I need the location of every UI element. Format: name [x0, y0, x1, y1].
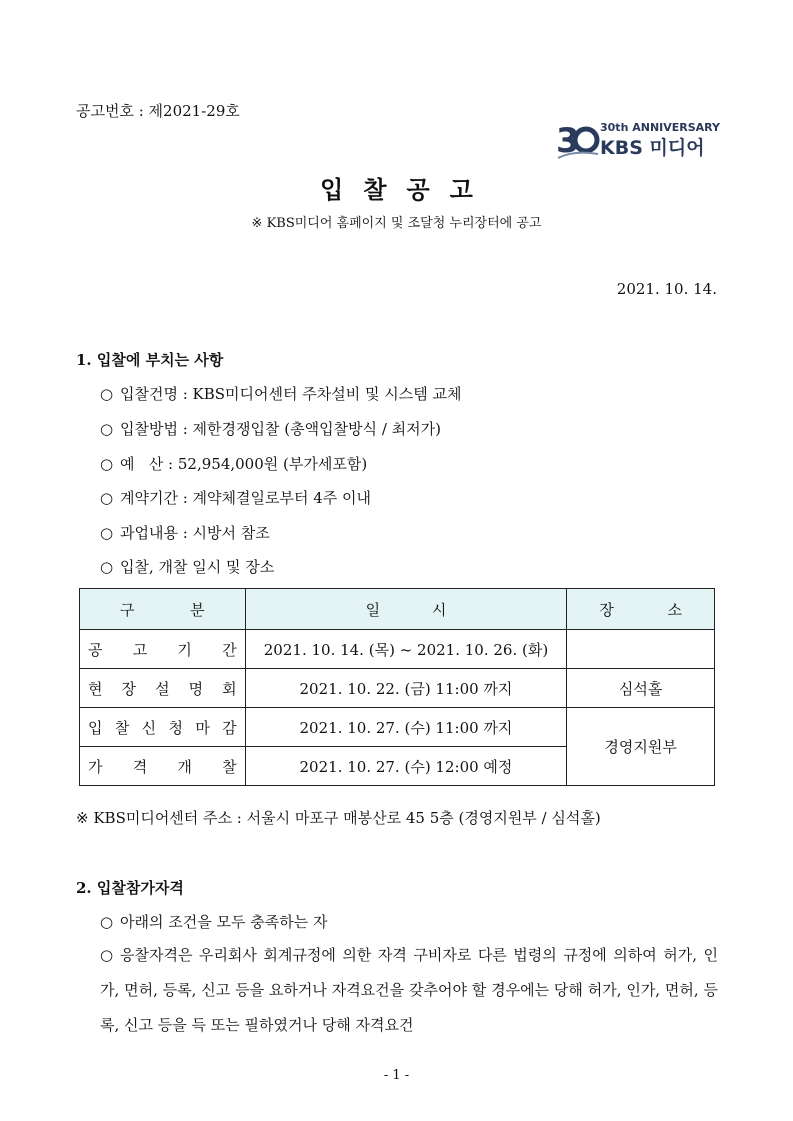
page-number: - 1 -: [383, 1068, 410, 1083]
table-header-row: [80, 589, 715, 630]
header-text: 일: [365, 600, 381, 619]
item-text: 입찰방법 : 제한경쟁입찰 (총액입찰방식 / 최저가): [120, 420, 441, 438]
header-place: [567, 589, 715, 630]
header-text: 소: [667, 600, 682, 619]
bullet-icon: ○: [100, 946, 114, 964]
row-datetime: 2021. 10. 14. (목) ~ 2021. 10. 26. (화): [245, 630, 567, 669]
bullet-icon: ○: [100, 558, 114, 576]
svg-text:3: 3: [556, 121, 580, 160]
logo-brand-text: KBS 미디어: [600, 137, 705, 159]
row-datetime: 2021. 10. 27. (수) 12:00 예정: [245, 747, 567, 786]
notice-number: 공고번호 : 제2021-29호: [76, 102, 240, 120]
header-text: 구: [120, 600, 135, 619]
page-title: 입찰공고: [320, 175, 493, 204]
list-item: [100, 522, 270, 543]
spaced-cell: 공 고 기 간: [88, 640, 237, 659]
item-text: 입찰건명 : KBS미디어센터 주차설비 및 시스템 교체: [120, 385, 462, 403]
spaced-cell: 입 찰 신 청 마 감: [88, 718, 237, 737]
item-text: 입찰, 개찰 일시 및 장소: [120, 558, 275, 576]
row-label: [80, 669, 246, 708]
list-item: [100, 418, 441, 439]
row-place: 경영지원부: [567, 708, 715, 786]
bullet-icon: ○: [100, 455, 114, 473]
qualification-paragraph: [100, 938, 718, 1043]
page-subtitle: ※ KBS미디어 홈페이지 및 조달청 누리장터에 공고: [251, 216, 542, 231]
item-text: 아래의 조건을 모두 충족하는 자: [120, 913, 328, 931]
bullet-icon: ○: [100, 913, 114, 931]
row-datetime: 2021. 10. 27. (수) 11:00 까지: [245, 708, 567, 747]
header-text: 시: [431, 600, 447, 619]
row-label: [80, 708, 246, 747]
list-item: [100, 383, 461, 404]
row-place: [567, 630, 715, 669]
table-row: [80, 669, 715, 708]
list-item: [100, 487, 371, 508]
list-item: [100, 911, 327, 932]
spaced-cell: 가 격 개 찰: [88, 757, 237, 776]
header-category: [80, 589, 246, 630]
notice-date: 2021. 10. 14.: [616, 280, 717, 298]
item-text: 과업내용 : 시방서 참조: [120, 524, 270, 542]
header-text: 장: [599, 600, 614, 619]
header-datetime: [245, 589, 567, 630]
item-text: 계약기간 : 계약체결일로부터 4주 이내: [120, 489, 372, 507]
bullet-icon: ○: [100, 385, 114, 403]
table-row: [80, 630, 715, 669]
address-note: ※ KBS미디어센터 주소 : 서울시 마포구 매봉산로 45 5층 (경영지원부 / 심석홀): [76, 809, 601, 827]
item-text: 응찰자격은 우리회사 회계규정에 의한 자격 구비자로 다른 법령의 규정에 의하여 허가, 인가, 면허, 등록, 신고 등을 요하거나 자격요건을 갖추어야 할 경우에는 당해 허가, 인가, 면허, 등록, 신고 등을 득 또는 필하였거나 당해 자격요건: [100, 946, 718, 1034]
spaced-cell: [567, 599, 714, 620]
spaced-cell: [80, 599, 245, 620]
section-2-title: 2. 입찰참가자격: [76, 879, 184, 897]
header-text: 분: [190, 600, 205, 619]
kbs-30th-anniversary-logo-icon: [554, 114, 720, 160]
section-1-title: 1. 입찰에 부치는 사항: [76, 351, 224, 369]
row-label: [80, 630, 246, 669]
spaced-cell: 현 장 설 명 회: [88, 679, 237, 698]
bullet-icon: ○: [100, 524, 114, 542]
logo-anniversary-text: 30th ANNIVERSARY: [600, 121, 720, 134]
bullet-icon: ○: [100, 420, 114, 438]
list-item: [100, 453, 367, 474]
bullet-icon: ○: [100, 489, 114, 507]
row-label: [80, 747, 246, 786]
row-place: 심석홀: [567, 669, 715, 708]
item-text: 예 산 : 52,954,000원 (부가세포함): [120, 455, 368, 473]
row-datetime: 2021. 10. 22. (금) 11:00 까지: [245, 669, 567, 708]
list-item: [100, 556, 274, 577]
kbs-media-logo: [554, 114, 720, 160]
table-row: [80, 708, 715, 747]
spaced-cell: [246, 599, 567, 620]
schedule-table: [79, 588, 715, 786]
